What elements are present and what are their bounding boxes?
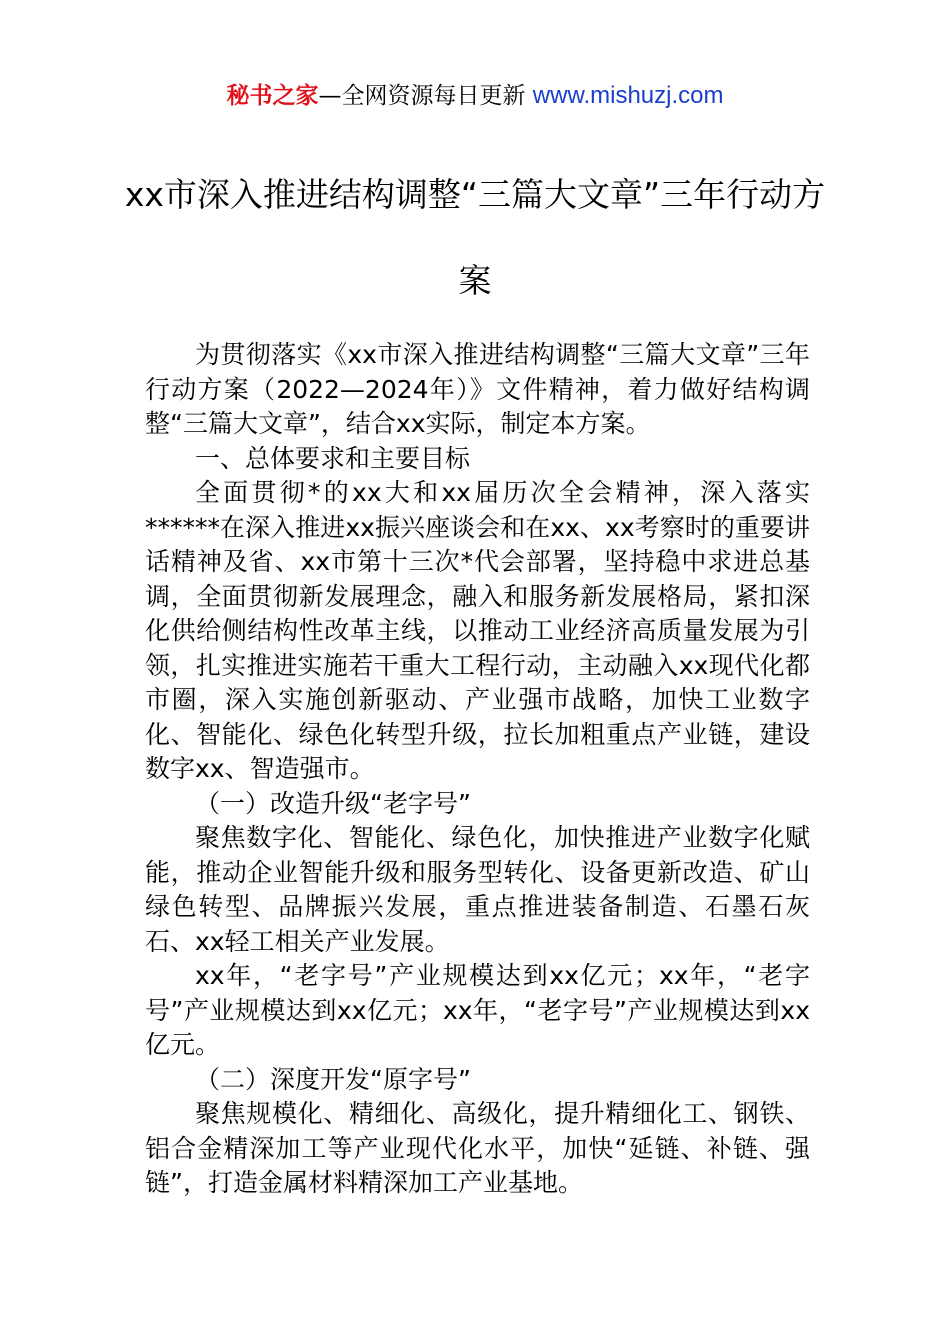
document-body: [145, 338, 810, 1201]
site-header: [0, 80, 950, 112]
site-tagline: —全网资源每日更新: [318, 83, 526, 109]
old-brands-paragraph: 聚焦数字化、智能化、绿色化，加快推进产业数字化赋能，推动企业智能升级和服务型转化、设备更新改造、矿山绿色转型、品牌振兴发展，重点推进装备制造、石墨石灰石、xx轻工相关产业发展。: [145, 823, 810, 956]
document-title: xx市深入推进结构调整“三篇大文章”三年行动方案: [124, 175, 826, 300]
section-heading-overall-requirements: 一、总体要求和主要目标: [195, 443, 471, 473]
raw-materials-paragraph: 聚焦规模化、精细化、高级化，提升精细化工、钢铁、铝合金精深加工等产业现代化水平，加快“延链、补链、强链”，打造金属材料精深加工产业基地。: [145, 1099, 810, 1197]
old-brands-targets-paragraph: xx年，“老字号”产业规模达到xx亿元；xx年，“老字号”产业规模达到xx亿元；xx年，“老字号”产业规模达到xx亿元。: [145, 961, 810, 1059]
subheading-old-brands: （一）改造升级“老字号”: [195, 788, 471, 818]
site-brand: 秘书之家: [226, 83, 319, 109]
overall-requirements-paragraph: 全面贯彻*的xx大和xx届历次全会精神，深入落实******在深入推进xx振兴座谈会和在xx、xx考察时的重要讲话精神及省、xx市第十三次*代会部署，坚持稳中求进总基调，全面贯彻新发展理念，融入和服务新发展格局，紧扣深化供给侧结构性改革主线，以推动工业经济高质量发展为引领，扎实推进实施若干重大工程行动，主动融入xx现代化都市圈，深入实施创新驱动、产业强市战略，加快工业数字化、智能化、绿色化转型升级，拉长加粗重点产业链，建设数字xx、智造强市。: [145, 478, 810, 783]
site-url-link[interactable]: www.mishuzj.com: [532, 82, 724, 109]
intro-paragraph: 为贯彻落实《xx市深入推进结构调整“三篇大文章”三年行动方案（2022—2024年）》文件精神，着力做好结构调整“三篇大文章”，结合xx实际，制定本方案。: [145, 340, 810, 438]
subheading-raw-materials: （二）深度开发“原字号”: [195, 1064, 471, 1094]
